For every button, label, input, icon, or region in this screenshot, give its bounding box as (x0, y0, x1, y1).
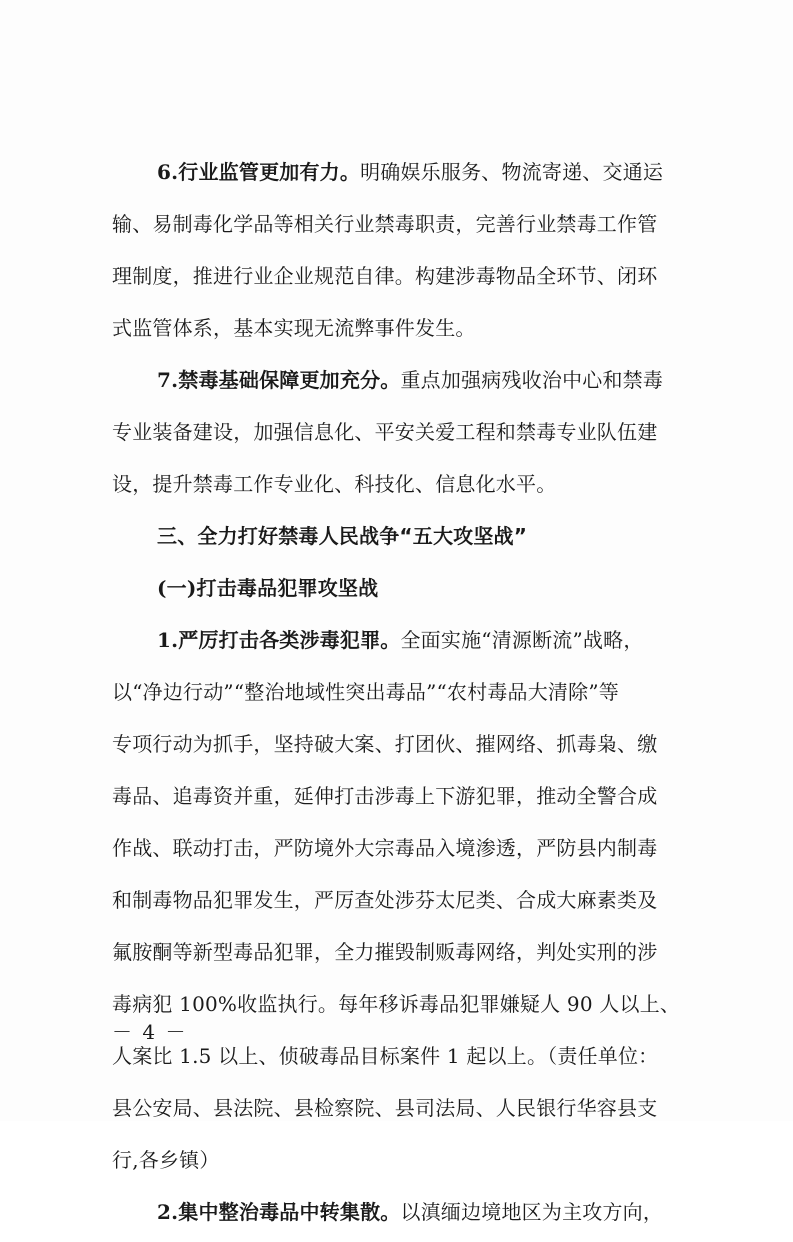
section-7-lead: 7.禁毒基础保障更加充分。 (157, 368, 401, 392)
paragraph-line: 行,各乡镇） (112, 1148, 220, 1172)
paragraph-line: 式监管体系，基本实现无流弊事件发生。 (112, 316, 476, 340)
paragraph-line: 毒病犯 100%收监执行。每年移诉毒品犯罪嫌疑人 90 人以上、 (112, 992, 681, 1016)
paragraph-line: 作战、联动打击，严防境外大宗毒品入境渗透，严防县内制毒 (112, 836, 658, 860)
item-2-lead: 2.集中整治毒品中转集散。 (157, 1200, 401, 1224)
paragraph-line: 人案比 1.5 以上、侦破毒品目标案件 1 起以上。（责任单位： (112, 1044, 659, 1068)
paragraph-line: 理制度，推进行业企业规范自律。构建涉毒物品全环节、闭环 (112, 264, 658, 288)
paragraph-line: 毒品、追毒资并重，延伸打击涉毒上下游犯罪，推动全警合成 (112, 784, 658, 808)
item-2-text: 以滇缅边境地区为主攻方向， (400, 1200, 664, 1224)
paragraph-line: 设，提升禁毒工作专业化、科技化、信息化水平。 (112, 472, 557, 496)
document-body (112, 150, 690, 1242)
page-number: － 4 － (112, 1020, 188, 1044)
section-7-text: 重点加强病残收治中心和禁毒 (400, 368, 664, 392)
section-6-lead: 6.行业监管更加有力。 (157, 160, 361, 184)
paragraph-line (112, 618, 690, 670)
item-1-lead: 1.严厉打击各类涉毒犯罪。 (157, 628, 401, 652)
paragraph-line (112, 1190, 690, 1242)
paragraph-line: 县公安局、县法院、县检察院、县司法局、人民银行华容县支 (112, 1096, 658, 1120)
paragraph-line (112, 358, 690, 410)
paragraph-line: 和制毒物品犯罪发生，严厉查处涉芬太尼类、合成大麻素类及 (112, 888, 658, 912)
paragraph-line: 专业装备建设，加强信息化、平安关爱工程和禁毒专业队伍建 (112, 420, 658, 444)
paragraph-line (112, 150, 690, 202)
paragraph-line: 氟胺酮等新型毒品犯罪，全力摧毁制贩毒网络，判处实刑的涉 (112, 940, 658, 964)
paragraph-line: 以“净边行动”“整治地域性突出毒品”“农村毒品大清除”等 (112, 680, 619, 704)
paragraph-line: 专项行动为抓手，坚持破大案、打团伙、摧网络、抓毒枭、缴 (112, 732, 658, 756)
subsection-heading: (一)打击毒品犯罪攻坚战 (157, 576, 379, 600)
item-1-text: 全面实施“清源断流”战略， (400, 628, 644, 652)
section-heading: 三、全力打好禁毒人民战争“五大攻坚战” (157, 524, 528, 548)
paragraph-line: 输、易制毒化学品等相关行业禁毒职责，完善行业禁毒工作管 (112, 212, 658, 236)
section-6-text: 明确娱乐服务、物流寄递、交通运 (360, 160, 664, 184)
